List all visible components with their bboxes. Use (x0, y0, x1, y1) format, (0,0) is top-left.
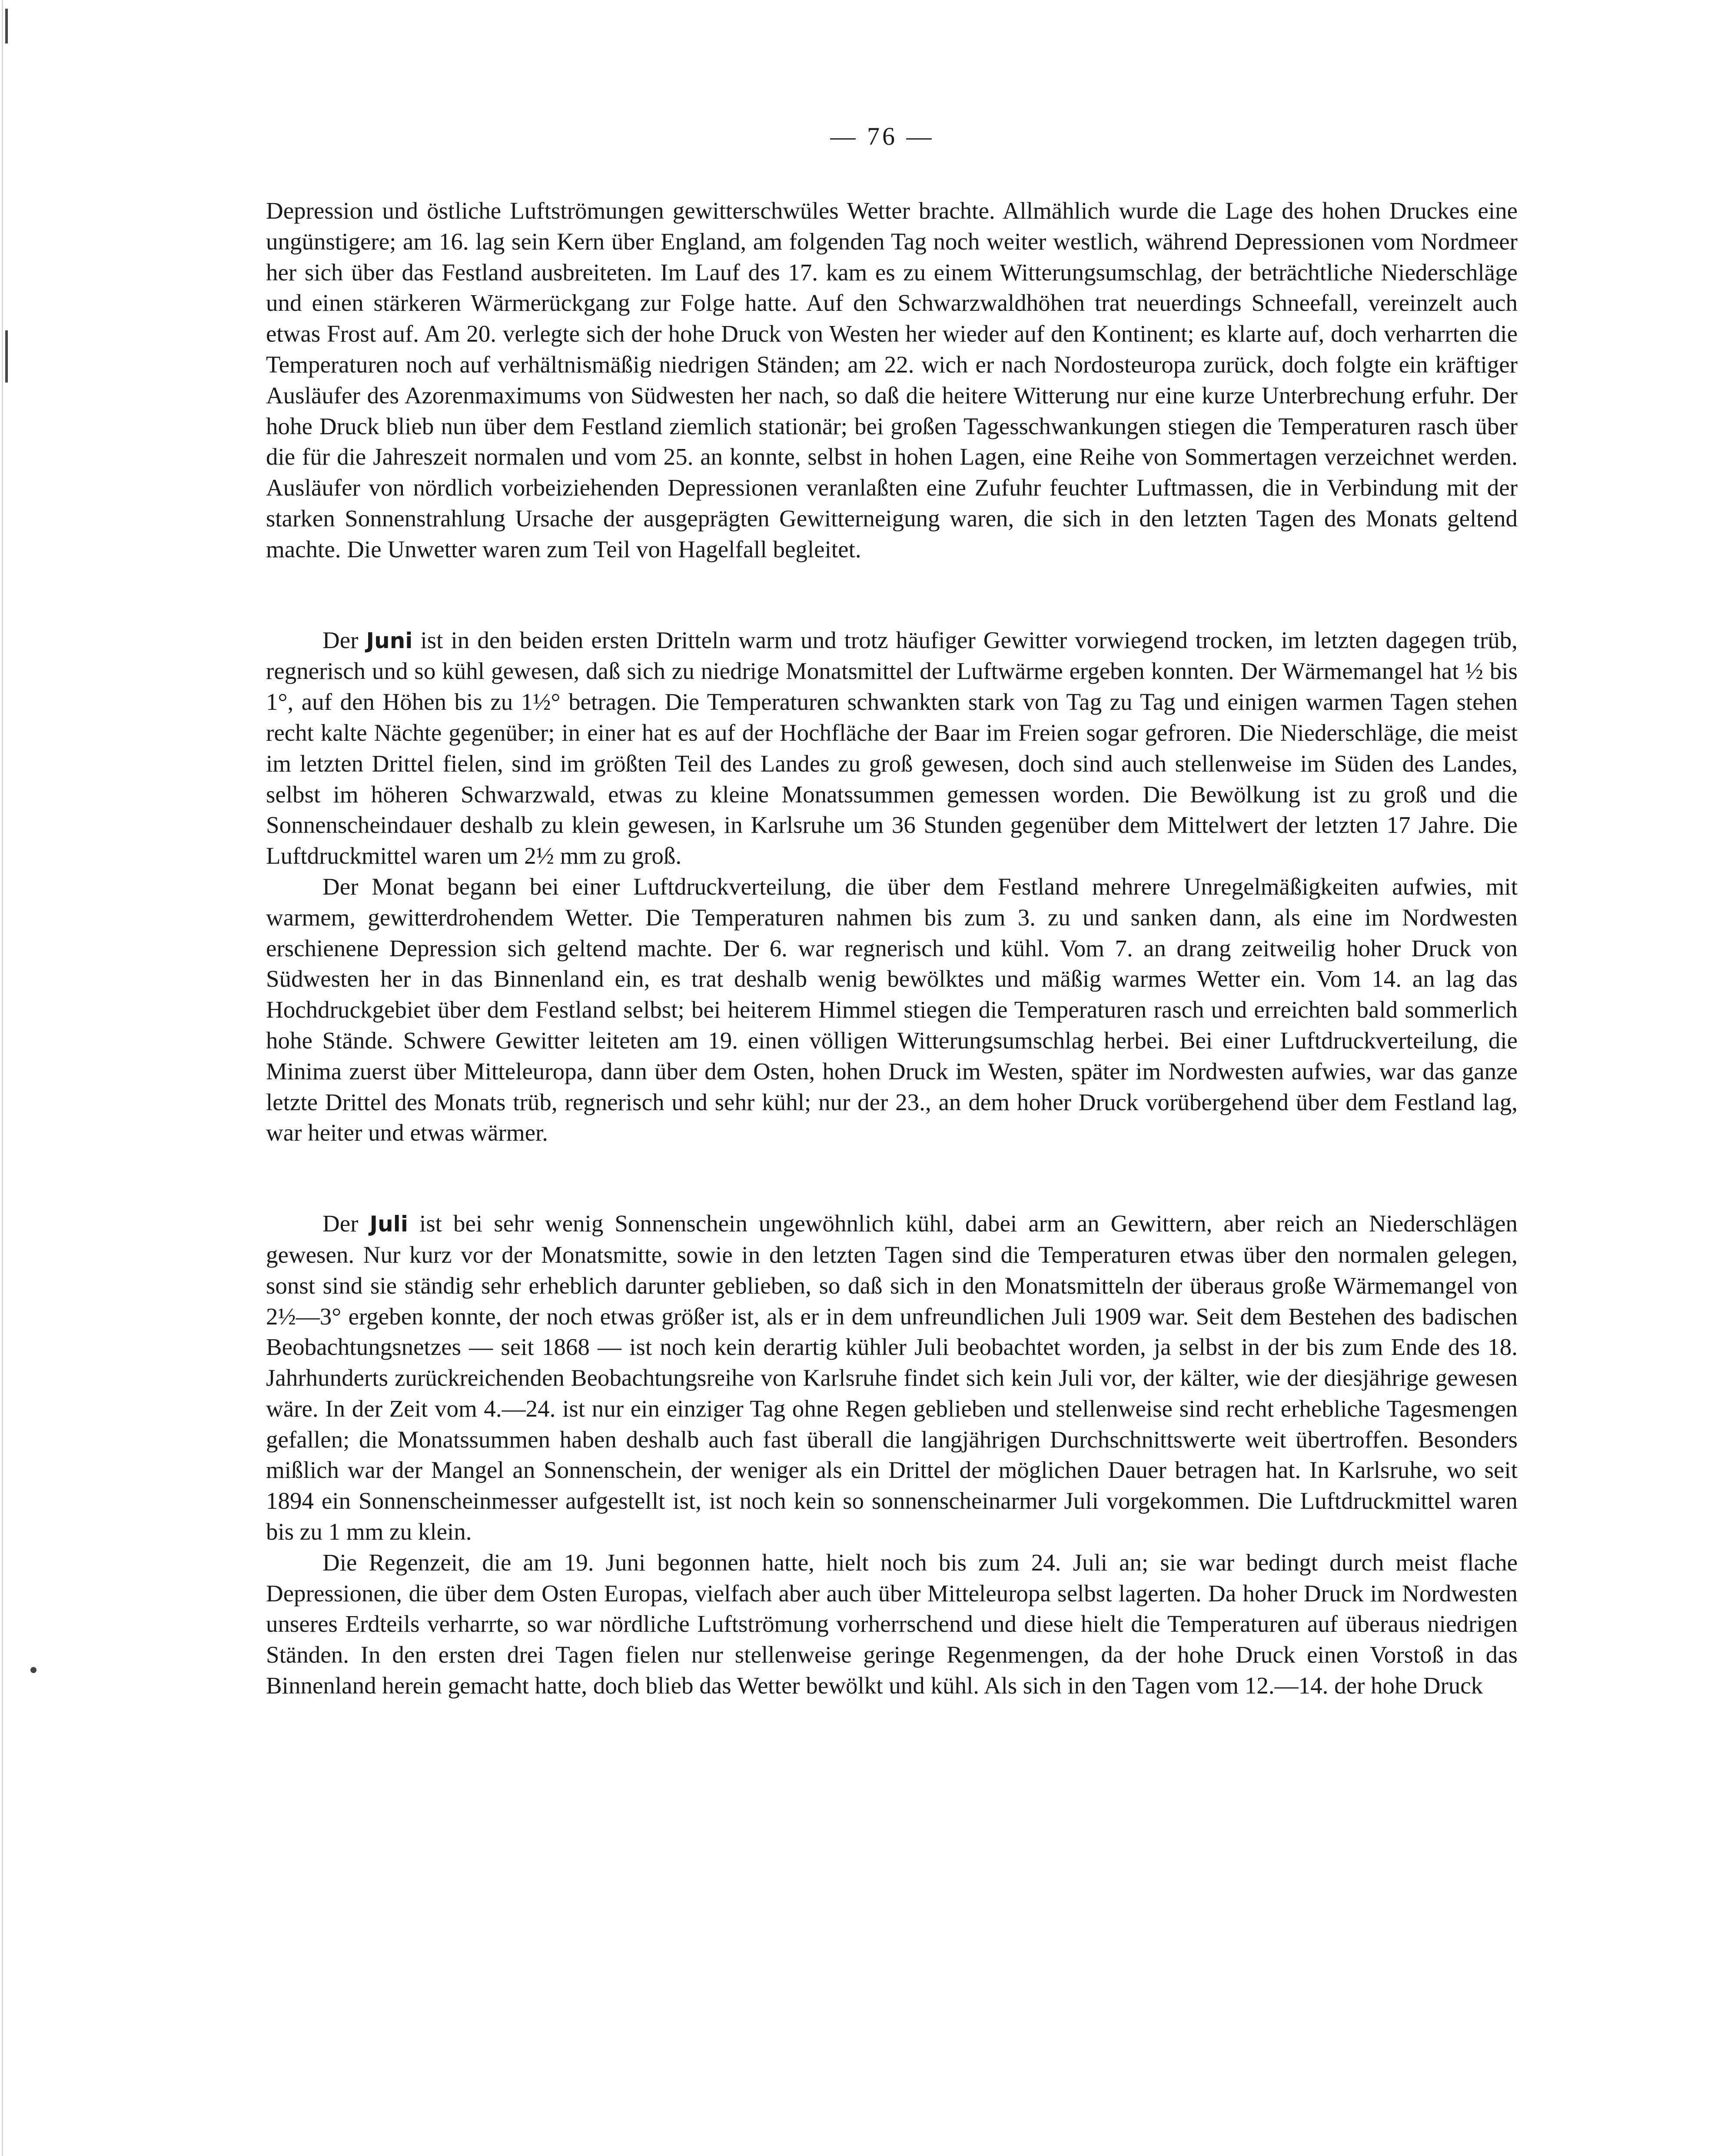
month-heading-juli: Juli (369, 1211, 408, 1237)
paragraph-juni-intro (266, 625, 1518, 872)
paragraph-juli-detail: Die Regenzeit, die am 19. Juni begonnen hatte, hielt noch bis zum 24. Juli an; sie war bedingt durch meist flache Depressionen, die über dem Osten Europas, vielfach aber auch über Mitteleuropa selbst lagerten. Da hoher Druck im Nordwesten unseres Erdteils verharrte, so war nördliche Luftströmung vorherrschend und diese hielt die Temperaturen auf überaus niedrigen Ständen. In den ersten drei Tagen fielen nur stellenweise geringe Regenmengen, da der hohe Druck einen Vorstoß in das Binnenland herein gemacht hatte, doch blieb das Wetter bewölkt und kühl. Als sich in den Tagen vom 12.—14. der hohe Druck (266, 1549, 1518, 1699)
text-body (266, 196, 1518, 1701)
scan-mark (5, 9, 8, 43)
paragraph-text: ist bei sehr wenig Sonnenschein ungewöhnlich kühl, dabei arm an Gewittern, aber reich an Niederschlägen gewesen. Nur kurz vor der Monatsmitte, sowie in den letzten Tagen sind die Temperaturen etwas über den normalen gelegen, sonst sind sie ständig sehr erheblich darunter geblieben, so daß sich in den Monatsmitteln der überaus große Wärmemangel von 2½—3° ergeben konnte, der noch etwas größer ist, als er in dem unfreundlichen Juli 1909 war. Seit dem Bestehen des badischen Beobachtungsnetzes — seit 1868 — ist noch kein derartig kühler Juli beobachtet worden, ja selbst in der bis zum Ende des 18. Jahrhunderts zurückreichenden Beobachtungsreihe von Karlsruhe findet sich kein Juli vor, der kälter, wie der diesjährige gewesen wäre. In der Zeit vom 4.—24. ist nur ein einziger Tag ohne Regen geblieben und stellenweise sind recht erhebliche Tagesmengen gefallen; die Monatssummen haben deshalb auch fast überall die langjährigen Durchschnittswerte weit übertroffen. Besonders mißlich war der Mangel an Sonnenschein, der weniger als ein Drittel der möglichen Dauer betragen hat. In Karlsruhe, wo seit 1894 ein Sonnenscheinmesser aufgestellt ist, ist noch kein so sonnenscheinarmer Juli vorgekommen. Die Luftdruckmittel waren bis zu 1 mm zu klein. (266, 1210, 1518, 1545)
section-gap (266, 565, 1518, 625)
paragraph-juli-intro (266, 1208, 1518, 1547)
section-gap (266, 1148, 1518, 1208)
scan-mark (5, 330, 8, 383)
ink-spot (30, 1667, 37, 1673)
paragraph-juni-detail: Der Monat begann bei einer Luftdruckverteilung, die über dem Festland mehrere Unregelmäßigkeiten aufwies, mit warmem, gewitterdrohendem Wetter. Die Temperaturen nahmen bis zum 3. zu und sanken dann, als eine im Nordwesten erschienene Depression sich geltend machte. Der 6. war regnerisch und kühl. Vom 7. an drang zeitweilig hoher Druck von Südwesten her in das Binnenland ein, es trat deshalb wenig bewölktes und mäßig warmes Wetter ein. Vom 14. an lag das Hochdruckgebiet über dem Festland selbst; bei heiterem Himmel stiegen die Temperaturen rasch und erreichten bald sommerlich hohe Stände. Schwere Gewitter leiteten am 19. einen völligen Witterungsumschlag herbei. Bei einer Luftdruckverteilung, die Minima zuerst über Mitteleuropa, dann über dem Osten, hohen Druck im Westen, später im Nordwesten aufwies, war das ganze letzte Drittel des Monats trüb, regnerisch und sehr kühl; nur der 23., an dem hoher Druck vorübergehend über dem Festland lag, war heiter und etwas wärmer. (266, 873, 1518, 1146)
scan-edge (2, 0, 6, 2156)
month-heading-juni: Juni (366, 628, 413, 653)
page-number: — 76 — (830, 122, 934, 150)
paragraph-mai-continuation: Depression und östliche Luftströmungen gewitterschwüles Wetter brachte. Allmählich wurde die Lage des hohen Druckes eine ungünstigere; am 16. lag sein Kern über England, am folgenden Tag noch weiter westlich, während Depressionen vom Nordmeer her sich über das Festland ausbreiteten. Im Lauf des 17. kam es zu einem Witterungsumschlag, der beträchtliche Niederschläge und einen stärkeren Wärmerückgang zur Folge hatte. Auf den Schwarzwaldhöhen trat neuerdings Schneefall, vereinzelt auch etwas Frost auf. Am 20. verlegte sich der hohe Druck von Westen her wieder auf den Kontinent; es klarte auf, doch verharrten die Temperaturen noch auf verhältnismäßig niedrigen Ständen; am 22. wich er nach Nordosteuropa zurück, doch folgte ein kräftiger Ausläufer des Azorenmaximums von Südwesten her nach, so daß die heitere Witterung nur eine kurze Unterbrechung erfuhr. Der hohe Druck blieb nun über dem Festland ziemlich stationär; bei großen Tagesschwankungen stiegen die Temperaturen rasch über die für die Jahreszeit normalen und vom 25. an konnte, selbst in hohen Lagen, eine Reihe von Sommertagen verzeichnet werden. Ausläufer von nördlich vorbeiziehenden Depressionen veranlaßten eine Zufuhr feuchter Luftmassen, die in Verbindung mit der starken Sonnenstrahlung Ursache der ausgeprägten Gewitterneigung waren, die sich in den letzten Tagen des Monats geltend machte. Die Unwetter waren zum Teil von Hagelfall begleitet. (266, 197, 1518, 562)
paragraph-text: ist in den beiden ersten Dritteln warm und trotz häufiger Gewitter vorwiegend trocken, im letzten dagegen trüb, regnerisch und so kühl gewesen, daß sich zu niedrige Monatsmittel der Luftwärme ergeben konnten. Der Wärmemangel hat ½ bis 1°, auf den Höhen bis zu 1½° betragen. Die Temperaturen schwankten stark von Tag zu Tag und einigen warmen Tagen stehen recht kalte Nächte gegenüber; in einer hat es auf der Hochfläche der Baar im Freien sogar gefroren. Die Niederschläge, die meist im letzten Drittel fielen, sind im größten Teil des Landes zu groß gewesen, doch sind auch stellenweise im Süden des Landes, selbst im höheren Schwarzwald, etwas zu kleine Monatssummen gemessen worden. Die Bewölkung ist zu groß und die Sonnenscheindauer deshalb zu klein gewesen, in Karlsruhe um 36 Stunden gegenüber dem Mittelwert der letzten 17 Jahre. Die Luftdruckmittel waren um 2½ mm zu groß. (266, 626, 1518, 869)
lead-word: Der (322, 626, 359, 653)
lead-word: Der (322, 1210, 359, 1237)
